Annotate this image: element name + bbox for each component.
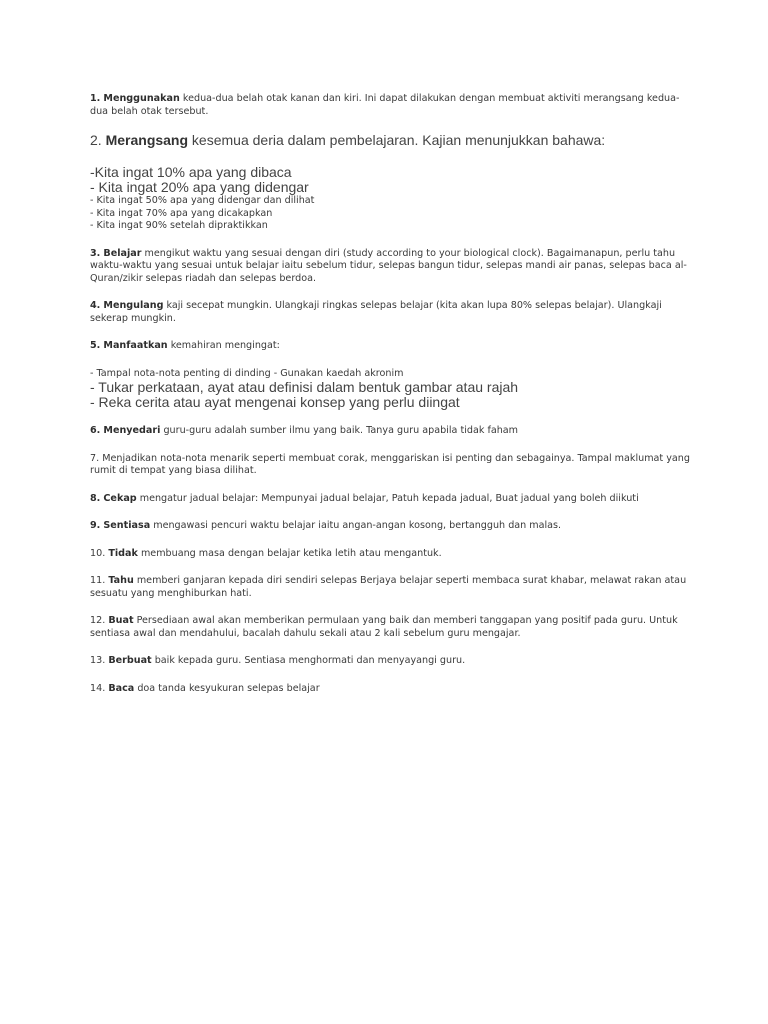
- item-keyword: Menggunakan: [103, 93, 180, 104]
- list-item: - Tampal nota-nota penting di dinding - Gunakan kaedah akronim: [90, 367, 404, 379]
- item-text: kesemua deria dalam pembelajaran. Kajian menunjukkan bahawa:: [188, 132, 606, 148]
- item-text: baik kepada guru. Sentiasa menghormati dan menyayangi guru.: [151, 655, 466, 666]
- item-number: 12.: [90, 615, 106, 626]
- item-text: membuang masa dengan belajar ketika letih atau mengantuk.: [137, 547, 442, 559]
- item-keyword: Baca: [108, 682, 135, 694]
- item-keyword: Mengulang: [103, 300, 164, 311]
- item-11: [90, 575, 690, 600]
- item-keyword: Merangsang: [105, 132, 189, 148]
- item-number: 9.: [90, 520, 101, 531]
- item-5: [90, 340, 690, 353]
- list-item: - Kita ingat 70% apa yang dicakapkan: [90, 207, 273, 219]
- item-text: memberi ganjaran kepada diri sendiri selepas Berjaya belajar seperti membaca surat khabar, melawat rakan atau sesuatu yang menghiburkan hati.: [90, 575, 687, 599]
- document-body: [90, 93, 690, 710]
- item-keyword: Tahu: [108, 575, 134, 586]
- item-keyword: Cekap: [103, 492, 137, 504]
- item-1: [90, 93, 690, 118]
- item-number: 7.: [90, 452, 100, 464]
- item-8: [90, 493, 690, 506]
- item-number: 10.: [90, 547, 106, 559]
- item-number: 3.: [90, 247, 101, 259]
- item-text: kaji secepat mungkin. Ulangkaji ringkas selepas belajar (kita akan lupa 80% selepas belajar). Ulangkaji sekerap mungkin.: [90, 300, 662, 324]
- item-number: 6.: [90, 425, 101, 436]
- item-number: 4.: [90, 300, 101, 311]
- memory-tips-list: [90, 368, 690, 411]
- item-text: doa tanda kesyukuran selepas belajar: [134, 682, 320, 694]
- item-9: [90, 520, 690, 533]
- item-number: 14.: [90, 682, 106, 694]
- list-item: - Kita ingat 90% setelah dipraktikkan: [90, 220, 268, 231]
- item-keyword: Sentiasa: [103, 520, 151, 531]
- item-keyword: Belajar: [103, 247, 142, 259]
- item-text: kedua-dua belah otak kanan dan kiri. Ini dapat dilakukan dengan membuat aktiviti merangsang kedua-dua belah otak tersebut.: [90, 93, 680, 117]
- item-number: 1.: [90, 93, 101, 104]
- item-text: kemahiran mengingat:: [167, 340, 280, 351]
- item-text: mengatur jadual belajar: Mempunyai jadual belajar, Patuh kepada jadual, Buat jadual yang boleh diikuti: [136, 492, 639, 504]
- list-item: - Tukar perkataan, ayat atau definisi dalam bentuk gambar atau rajah: [90, 379, 519, 395]
- list-item: - Kita ingat 50% apa yang didengar dan dilihat: [90, 195, 315, 206]
- item-keyword: Tidak: [108, 547, 138, 559]
- item-number: 11.: [90, 575, 106, 586]
- senses-list: [90, 165, 690, 233]
- item-number: 5.: [90, 340, 101, 351]
- item-text: mengawasi pencuri waktu belajar iaitu angan-angan kosong, bertangguh dan malas.: [150, 520, 562, 531]
- item-number: 13.: [90, 655, 106, 666]
- item-keyword: Manfaatkan: [103, 340, 168, 351]
- item-13: [90, 655, 690, 668]
- item-12: [90, 615, 690, 640]
- item-2: [90, 133, 690, 148]
- item-4: [90, 300, 690, 325]
- item-number: 2.: [90, 132, 102, 148]
- item-number: 8.: [90, 492, 101, 504]
- list-item: - Reka cerita atau ayat mengenai konsep yang perlu diingat: [90, 394, 460, 410]
- list-item: -Kita ingat 10% apa yang dibaca: [90, 164, 292, 180]
- item-text: Persediaan awal akan memberikan permulaan yang baik dan memberi tanggapan yang positif pada guru. Untuk sentiasa awal dan mendahului, bacalah dahulu sekali atau 2 kali sebelum guru mengajar.: [90, 615, 678, 639]
- list-item: - Kita ingat 20% apa yang didengar: [90, 179, 309, 195]
- item-text: guru-guru adalah sumber ilmu yang baik. Tanya guru apabila tidak faham: [160, 425, 519, 436]
- item-6: [90, 425, 690, 438]
- item-7: [90, 453, 690, 478]
- item-3: [90, 248, 690, 286]
- item-keyword: Buat: [108, 615, 134, 626]
- item-keyword: Berbuat: [108, 655, 152, 666]
- item-14: [90, 683, 690, 696]
- item-text: Menjadikan nota-nota menarik seperti membuat corak, menggariskan isi penting dan sebagainya. Tampal maklumat yang rumit di tempat yang biasa dilihat.: [90, 452, 690, 476]
- item-10: [90, 548, 690, 561]
- item-keyword: Menyedari: [103, 425, 161, 436]
- item-text: mengikut waktu yang sesuai dengan diri (study according to your biological clock). Bagaimanapun, perlu tahu waktu-waktu yang sesuai untuk belajar iaitu sebelum tidur, selepas bangun tidur, selepas mandi air panas, selepas baca al-Quran/zikir selepas riadah dan selepas berdoa.: [90, 247, 687, 284]
